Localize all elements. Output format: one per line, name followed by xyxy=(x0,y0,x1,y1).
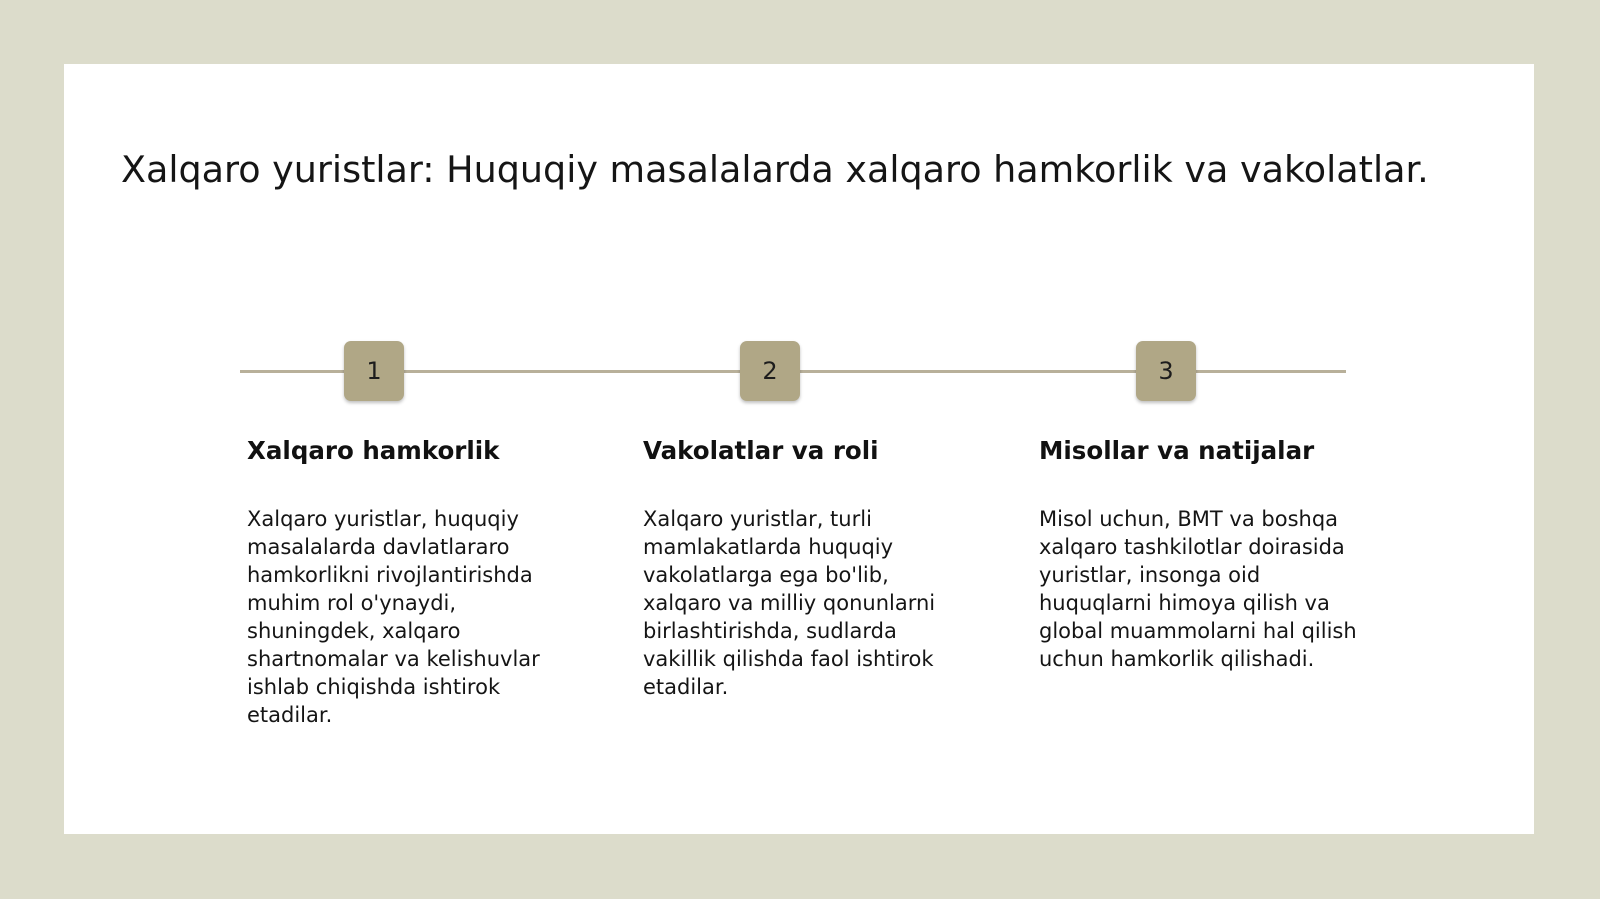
step-heading: Xalqaro hamkorlik xyxy=(247,436,500,465)
slide-title: Xalqaro yuristlar: Huquqiy masalalarda xalqaro hamkorlik va vakolatlar. xyxy=(121,148,1429,191)
step-column-3 xyxy=(1039,436,1359,671)
step-marker-1 xyxy=(344,341,404,401)
step-column-1 xyxy=(247,436,567,727)
slide xyxy=(64,64,1534,834)
step-description: Xalqaro yuristlar, turli mamlakatlarda huquqiy vakolatlarga ega bo'lib, xalqaro va milliy qonunlarni birlashtirishda, sudlarda vakillik qilishda faol ishtirok etadilar. xyxy=(643,507,936,699)
step-marker-2 xyxy=(740,341,800,401)
step-description: Xalqaro yuristlar, huquqiy masalalarda davlatlararo hamkorlikni rivojlantirishda muhim rol o'ynaydi, shuningdek, xalqaro shartnomalar va kelishuvlar ishlab chiqishda ishtirok etadilar. xyxy=(247,507,540,727)
step-marker-3 xyxy=(1136,341,1196,401)
step-heading: Misollar va natijalar xyxy=(1039,436,1315,465)
step-number: 3 xyxy=(1158,357,1174,385)
step-description: Misol uchun, BMT va boshqa xalqaro tashkilotlar doirasida yuristlar, insonga oid huquqlarni himoya qilish va global muammolarni hal qilish uchun hamkorlik qilishadi. xyxy=(1039,507,1357,671)
step-number: 2 xyxy=(762,357,778,385)
step-heading: Vakolatlar va roli xyxy=(643,436,879,465)
step-column-2 xyxy=(643,436,963,699)
step-number: 1 xyxy=(366,357,382,385)
